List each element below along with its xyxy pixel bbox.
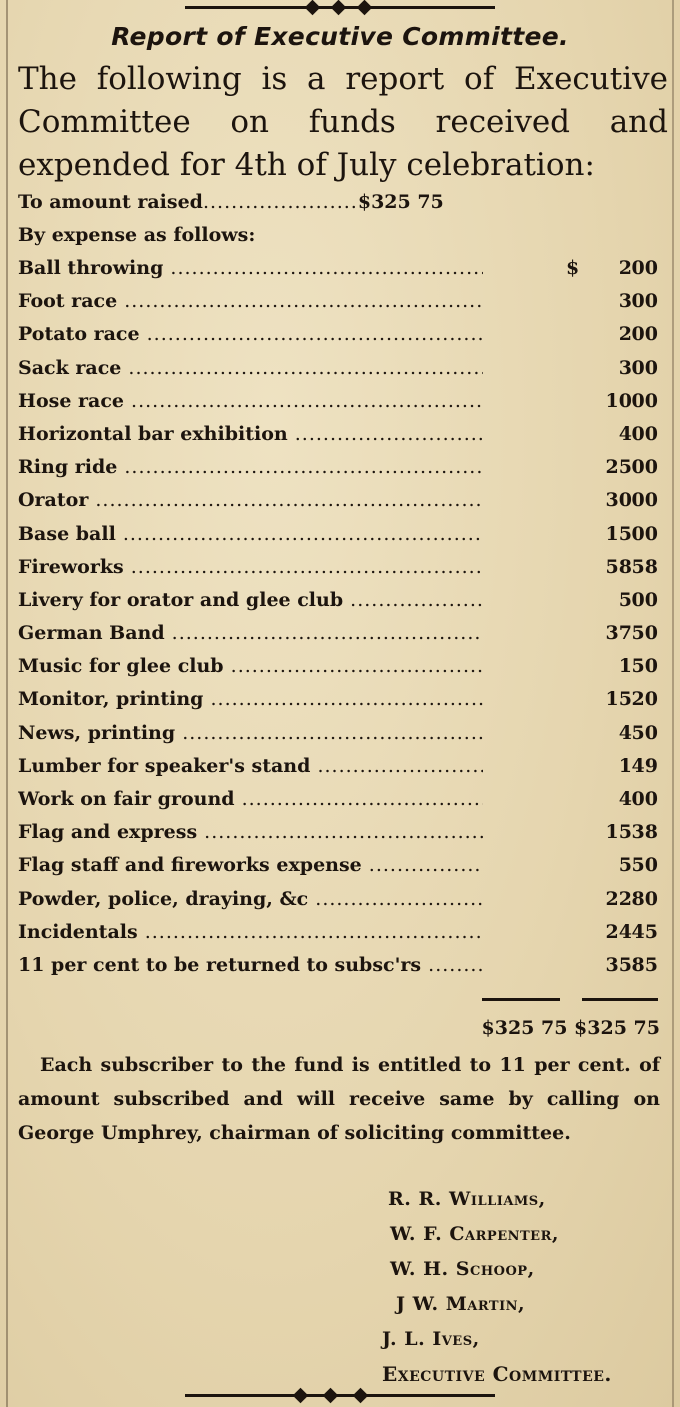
signatory: R. R. Williams, bbox=[388, 1188, 546, 1210]
report-heading: Report of Executive Committee. bbox=[111, 22, 569, 51]
expense-label: Base ball ..... bbox=[18, 518, 483, 551]
column-totals: $325 75 $325 75 bbox=[481, 1017, 660, 1039]
expense-dollars: 2 bbox=[618, 257, 632, 279]
expense-cents: 00 bbox=[631, 489, 658, 512]
expense-row bbox=[18, 750, 668, 783]
expense-label: Lumber for speaker's stand ..... bbox=[18, 750, 483, 783]
expense-label: Work on fair ground ..... bbox=[18, 783, 483, 816]
signatory: W. F. Carpenter, bbox=[390, 1223, 559, 1245]
signatory: W. H. Schoop, bbox=[390, 1258, 535, 1280]
expense-row bbox=[18, 849, 668, 882]
expense-cents: 00 bbox=[631, 323, 658, 346]
expense-cents: 00 bbox=[631, 257, 658, 279]
expense-cents: 00 bbox=[631, 389, 658, 412]
expense-label: Potato race ..... bbox=[18, 318, 483, 351]
expense-row bbox=[18, 285, 668, 318]
expense-row bbox=[18, 783, 668, 816]
expense-row bbox=[18, 717, 668, 750]
expense-row bbox=[18, 551, 668, 584]
bottom-ornament bbox=[185, 1388, 495, 1402]
expense-cents: 38 bbox=[631, 821, 658, 844]
expense-dollars: 5 bbox=[618, 588, 632, 611]
intro-paragraph: The following is a report of Executive Committee on funds received and expended for 4th of July celebration: bbox=[18, 61, 668, 183]
expense-dollars: 5 bbox=[618, 854, 632, 877]
expense-cents: 49 bbox=[631, 754, 658, 777]
expense-row bbox=[18, 816, 668, 849]
expense-dollars: 3 bbox=[618, 356, 632, 379]
expense-label: Fireworks ..... bbox=[18, 551, 483, 584]
expense-cents: 50 bbox=[631, 655, 658, 678]
expense-heading: By expense as follows: bbox=[18, 224, 256, 246]
expense-row bbox=[18, 518, 668, 551]
signatory: J. L. Ives, bbox=[382, 1328, 480, 1350]
expense-label: Orator ..... bbox=[18, 484, 483, 517]
expense-label: Flag and express ..... bbox=[18, 816, 483, 849]
expense-dollars: 22 bbox=[605, 887, 632, 910]
expense-row bbox=[18, 617, 668, 650]
expense-row bbox=[18, 916, 668, 949]
top-ornament bbox=[185, 0, 495, 14]
expense-label: 11 per cent to be returned to subsc'rs ..... bbox=[18, 949, 483, 982]
expense-row bbox=[18, 352, 668, 385]
expense-dollars: 4 bbox=[618, 721, 632, 744]
column-rule-right bbox=[672, 0, 674, 1407]
expense-row bbox=[18, 650, 668, 683]
signatory: J W. Martin, bbox=[396, 1293, 526, 1315]
total-raised-line: To amount raised......................$325 75 bbox=[18, 191, 444, 213]
expense-label: Livery for orator and glee club ..... bbox=[18, 584, 483, 617]
expense-row bbox=[18, 252, 668, 285]
expense-dollars: 1 bbox=[618, 655, 632, 678]
expense-dollars: 3 bbox=[618, 290, 632, 313]
expense-cents: 50 bbox=[631, 721, 658, 744]
expense-list bbox=[18, 252, 668, 982]
expense-row bbox=[18, 484, 668, 517]
expense-row bbox=[18, 318, 668, 351]
total-raised-label: To amount raised bbox=[18, 191, 203, 213]
expense-label: Flag staff and fireworks expense ..... bbox=[18, 849, 483, 882]
expense-cents: 00 bbox=[631, 290, 658, 313]
dollar-sign: $ bbox=[566, 257, 580, 279]
expense-cents: 50 bbox=[631, 854, 658, 877]
expense-label: Ball throwing ..... bbox=[18, 252, 483, 285]
expense-dollars: 30 bbox=[605, 489, 632, 512]
expense-cents: 50 bbox=[631, 622, 658, 645]
expense-label: Powder, police, draying, &c ..... bbox=[18, 883, 483, 916]
signatories-block bbox=[382, 1182, 672, 1392]
expense-dollars: 58 bbox=[605, 555, 632, 578]
expense-cents: 00 bbox=[631, 422, 658, 445]
expense-row bbox=[18, 584, 668, 617]
expense-label: Horizontal bar exhibition ..... bbox=[18, 418, 483, 451]
expense-dollars: 10 bbox=[605, 389, 632, 412]
expense-cents: 00 bbox=[631, 788, 658, 810]
expense-row bbox=[18, 883, 668, 916]
expense-label: German Band ..... bbox=[18, 617, 483, 650]
expense-row bbox=[18, 418, 668, 451]
column-rule-left bbox=[6, 0, 8, 1407]
expense-dollars: 15 bbox=[605, 688, 632, 711]
expense-dollars: 15 bbox=[605, 522, 632, 545]
sum-rule-left bbox=[482, 998, 560, 1001]
expense-label: Incidentals ..... bbox=[18, 916, 483, 949]
expense-cents: 20 bbox=[631, 688, 658, 711]
expense-dollars: 4 bbox=[618, 422, 632, 445]
expense-label: Monitor, printing ..... bbox=[18, 683, 483, 716]
expense-dollars: 4 bbox=[618, 788, 632, 810]
expense-cents: 00 bbox=[631, 522, 658, 545]
expense-row bbox=[18, 451, 668, 484]
total-raised-amount: $325 75 bbox=[357, 191, 444, 213]
expense-row bbox=[18, 683, 668, 716]
expense-dollars: 35 bbox=[605, 953, 632, 976]
expense-cents: 00 bbox=[631, 588, 658, 611]
expense-dollars: 2 bbox=[618, 323, 632, 346]
expense-cents: 85 bbox=[631, 953, 658, 976]
sum-rule-right bbox=[582, 998, 658, 1001]
subscriber-note: Each subscriber to the fund is entitled to 11 per cent. of amount subscribed and will receive same by calling on George Umphrey, chairman of soliciting committee. bbox=[18, 1054, 660, 1144]
expense-dollars: 15 bbox=[605, 821, 632, 844]
expense-dollars: 1 bbox=[618, 754, 632, 777]
expense-row bbox=[18, 385, 668, 418]
expense-dollars: 37 bbox=[605, 622, 632, 645]
expense-label: Foot race ..... bbox=[18, 285, 483, 318]
expense-label: Music for glee club ..... bbox=[18, 650, 483, 683]
expense-cents: 45 bbox=[631, 920, 658, 943]
expense-label: Ring ride ..... bbox=[18, 451, 483, 484]
expense-cents: 00 bbox=[631, 356, 658, 379]
expense-label: Hose race ..... bbox=[18, 385, 483, 418]
expense-cents: 00 bbox=[631, 456, 658, 479]
expense-cents: 58 bbox=[631, 555, 658, 578]
expense-row bbox=[18, 949, 668, 982]
committee-title: Executive Committee. bbox=[382, 1362, 612, 1386]
expense-cents: 80 bbox=[631, 887, 658, 910]
expense-label: Sack race ..... bbox=[18, 352, 483, 385]
expense-dollars: 25 bbox=[605, 456, 632, 479]
expense-label: News, printing ..... bbox=[18, 717, 483, 750]
expense-dollars: 24 bbox=[605, 920, 632, 943]
